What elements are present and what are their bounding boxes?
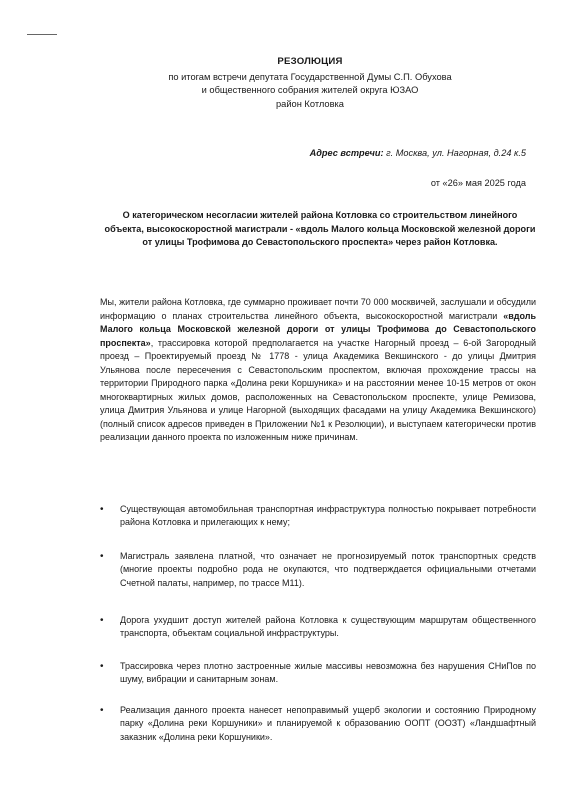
- body-text-part-2: , трассировка которой предполагается на участке Нагорный проезд – 6-ой Загородный проезд – Проектируемый проезд № 1778 - улица Академика Векшинского - до улицы Дмитрия Ульянова после пересечения с Севастопольским проспектом, включая прохождение трассы на территории Природного парка «Долина реки Коршуника» и на расстоянии менее 10-15 метров от окон многоквартирных жилых домов, расположенных на Севастопольском проспекте, улице Ремизова, улица Дмитрия Ульянова и улице Нагорной (выходящих фасадами на улицу Академика Векшинского) (полный список адресов приведен в Приложении №1 к Резолюции), и выступаем категорически против реализации данного проекта по изложенным ниже причинам.: [100, 337, 536, 443]
- bullet-icon: •: [100, 504, 104, 515]
- list-item-text: Дорога ухудшит доступ жителей района Котловка к существующим маршрутам общественного транспорта, объектам социальной инфраструктуры.: [120, 615, 536, 639]
- resolution-date: от «26» мая 2025 года: [430, 178, 526, 188]
- list-item: [100, 550, 536, 590]
- subtitle-line-1: по итогам встречи депутата Государственной Думы С.П. Обухова: [168, 72, 452, 82]
- list-item-text: Реализация данного проекта нанесет непоправимый ущерб экологии и состоянию Природному парку «Долина реки Коршуники» и планируемой к образованию ООПТ (ООЗТ) «Ландшафтный заказник «Долина реки Коршуники».: [120, 705, 536, 742]
- title-block: [100, 56, 520, 111]
- body-text-bold: «вдоль Малого кольца Московской железной дороги от улицы Трофимова до Севастопольского проспекта»: [100, 310, 536, 348]
- list-item-text: Существующая автомобильная транспортная инфраструктура полностью покрывает потребности района Котловка и прилегающих к нему;: [120, 504, 536, 528]
- list-item: [100, 660, 536, 687]
- list-item: [100, 704, 536, 744]
- list-item: [100, 614, 536, 641]
- subtitle-line-3: район Котловка: [276, 98, 344, 109]
- address-label: Адрес встречи:: [309, 148, 384, 158]
- address-value: г. Москва, ул. Нагорная, д.24 к.5: [383, 148, 526, 158]
- meeting-address: [310, 148, 526, 158]
- bullet-icon: •: [100, 705, 104, 716]
- list-item-text: Трассировка через плотно застроенные жилые массивы невозможна без нарушения СНиПов по шуму, вибрации и санитарным зонам.: [120, 661, 536, 685]
- subtitle-line-2: и общественного собрания жителей округа ЮЗАО: [201, 85, 419, 96]
- scan-mark: [27, 34, 57, 35]
- body-text-part-1: Мы, жители района Котловка, где суммарно проживает почти 70 000 москвичей, заслушали и обсудили информацию о планах строительства линейного объекта, высокоскоростной магистрали: [100, 297, 536, 321]
- bullet-icon: •: [100, 551, 104, 562]
- resolution-heading: О категорическом несогласии жителей района Котловка со строительством линейного объекта, высокоскоростной магистрали - «вдоль Малого кольца Московской железной дороги от улицы Трофимова до Севастопольского проспекта» через район Котловка.: [104, 210, 536, 248]
- document-title: РЕЗОЛЮЦИЯ: [277, 56, 343, 67]
- bullet-icon: •: [100, 661, 104, 672]
- list-item-text: Магистраль заявлена платной, что означает не прогнозируемый поток транспортных средств (многие проекты подробно рода не окупаются, что подтверждается официальными отчетами Счетной палаты, например, по трассе М11).: [120, 551, 536, 588]
- list-item: [100, 503, 536, 530]
- body-paragraph: [100, 296, 536, 445]
- bullet-icon: •: [100, 615, 104, 626]
